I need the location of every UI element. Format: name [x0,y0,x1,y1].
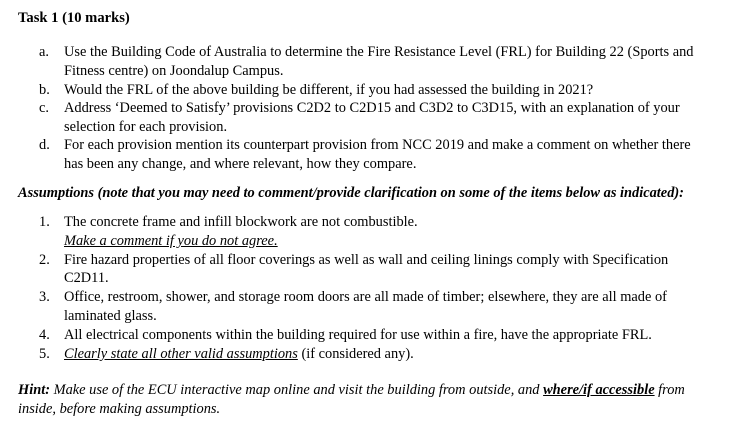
task-item-c-line-1: Address ‘Deemed to Satisfy’ provisions C2D2 to C2D15 and C3D2 to C3D15, with an explanation of your [64,100,680,116]
assumptions-prefix: Assumptions ( [18,185,103,201]
task-title: Task 1 (10 marks) [18,10,130,26]
assumption-2-line-2: C2D11. [64,270,109,286]
assumption-5-underlined: Clearly state all other valid assumptions [64,346,298,362]
assumption-marker-3: 3. [39,289,50,305]
task-item-a-line-2: Fitness centre) on Joondalup Campus. [64,63,284,79]
task-item-marker-d: d. [39,137,50,153]
assumption-marker-5: 5. [39,346,50,362]
task-item-marker-a: a. [39,44,49,60]
task-item-marker-b: b. [39,82,50,98]
assumptions-heading [18,184,684,202]
task-item-d-line-1: For each provision mention its counterpart provision from NCC 2019 and make a comment on whether there [64,137,691,153]
assumption-2-line-1: Fire hazard properties of all floor coverings as well as wall and ceiling linings comply with Specification [64,252,669,268]
assumption-5-line-1 [64,345,414,363]
hint-emphasis: where/if accessible [543,382,655,398]
assumption-marker-1: 1. [39,214,50,230]
assumption-3-line-2: laminated glass. [64,308,157,324]
task-item-d-line-2: has been any change, and where relevant, how they compare. [64,156,417,172]
task-item-c-line-2: selection for each provision. [64,119,228,135]
assumption-1-line-1: The concrete frame and infill blockwork are not combustible. [64,214,418,230]
task-item-b-line-1: Would the FRL of the above building be different, if you had assessed the building in 2021? [64,82,594,98]
hint-label: Hint: [18,382,50,398]
assumptions-note: note that you may need to comment/provide clarification on some of the items below as indicated [102,185,675,201]
task-item-marker-c: c. [39,100,49,116]
assumption-3-line-1: Office, restroom, shower, and storage room doors are all made of timber; elsewhere, they are all made of [64,289,667,305]
task-item-a-line-1: Use the Building Code of Australia to determine the Fire Resistance Level (FRL) for Building 22 (Sports and [64,44,694,60]
hint-text-1: Make use of the ECU interactive map online and visit the building from outside, and [50,382,544,398]
assumption-5-rest: (if considered any). [297,346,414,362]
assumption-marker-2: 2. [39,252,50,268]
assumptions-suffix: ): [674,185,684,201]
assumption-marker-4: 4. [39,327,50,343]
hint-text-2: from [654,382,685,398]
assumption-1-comment: Make a comment if you do not agree. [64,233,278,249]
hint-line-1 [18,381,685,399]
hint-line-2: inside, before making assumptions. [18,401,221,417]
assumption-4-line-1: All electrical components within the building required for use within a fire, have the appropriate FRL. [64,327,652,343]
